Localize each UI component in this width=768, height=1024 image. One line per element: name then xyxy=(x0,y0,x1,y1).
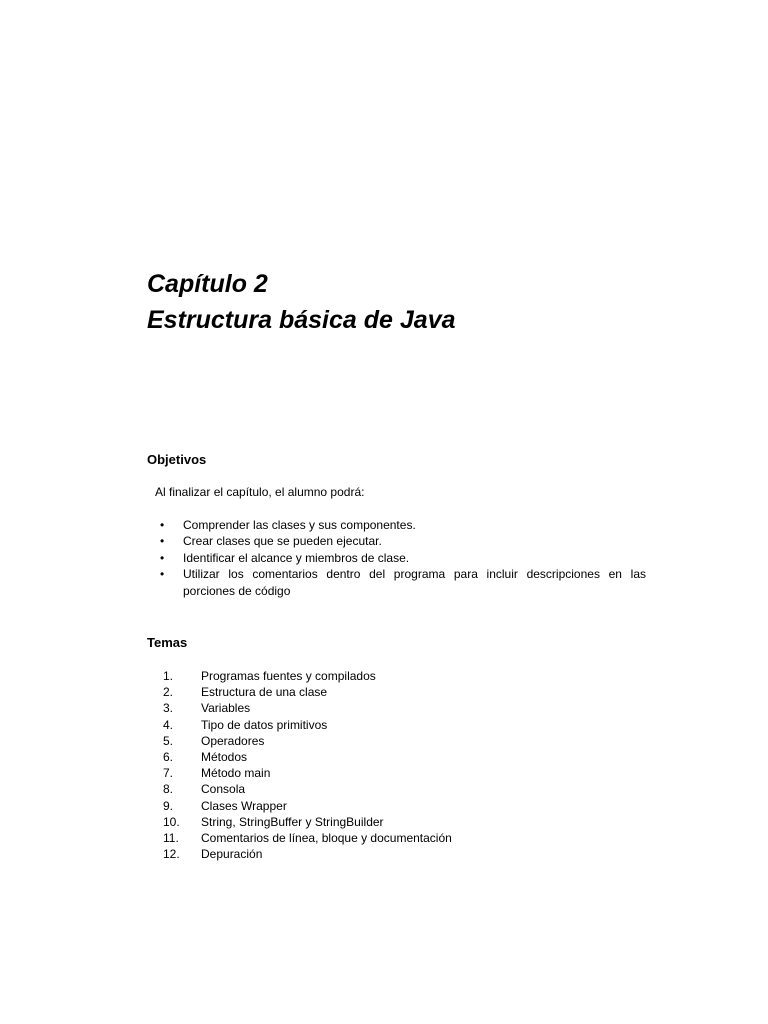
topic-number: 1. xyxy=(163,669,174,683)
topic-item xyxy=(163,846,452,862)
topic-number: 12. xyxy=(163,847,180,862)
bullet-icon: • xyxy=(160,550,165,565)
topic-number: 3. xyxy=(163,701,174,716)
topic-label: Operadores xyxy=(201,733,265,748)
chapter-heading xyxy=(147,266,456,338)
topic-number: 5. xyxy=(163,733,174,748)
topic-item xyxy=(163,733,452,749)
topic-item xyxy=(163,700,452,716)
topic-label: Consola xyxy=(201,782,246,797)
topic-number: 11. xyxy=(163,831,179,846)
bullet-icon: • xyxy=(160,518,165,532)
objective-item xyxy=(160,550,646,566)
topic-item xyxy=(163,684,452,700)
topic-number: 7. xyxy=(163,766,174,781)
topic-number: 2. xyxy=(163,685,174,700)
topic-number: 9. xyxy=(163,798,174,813)
topic-label: Tipo de datos primitivos xyxy=(201,717,328,732)
topic-label: Estructura de una clase xyxy=(201,685,328,700)
topic-label: Depuración xyxy=(201,847,263,862)
topic-label: String, StringBuffer y StringBuilder xyxy=(201,814,384,829)
objective-item xyxy=(160,533,646,549)
objective-text: Identificar el alcance y miembros de clase. xyxy=(183,550,410,565)
topic-label: Comentarios de línea, bloque y documentación xyxy=(201,831,452,846)
objectives-heading: Objetivos xyxy=(147,452,207,467)
topic-label: Clases Wrapper xyxy=(201,798,287,813)
topic-item xyxy=(163,765,452,781)
objective-text: Crear clases que se pueden ejecutar. xyxy=(183,534,382,549)
objective-text: Utilizar los comentarios dentro del programa para incluir descripciones en las porciones de código xyxy=(183,567,646,598)
topic-item xyxy=(163,749,452,765)
chapter-number: Capítulo 2 xyxy=(147,270,268,298)
objective-item xyxy=(160,517,646,533)
topic-item xyxy=(163,717,452,733)
topic-item xyxy=(163,668,452,684)
bullet-icon: • xyxy=(160,567,165,582)
objective-item xyxy=(160,566,646,599)
topic-label: Programas fuentes y compilados xyxy=(201,669,376,683)
bullet-icon: • xyxy=(160,534,165,549)
objectives-list xyxy=(160,517,646,599)
objectives-intro: Al finalizar el capítulo, el alumno podrá: xyxy=(155,485,365,499)
objective-text: Comprender las clases y sus componentes. xyxy=(183,518,416,532)
topic-item xyxy=(163,830,452,846)
chapter-title: Estructura básica de Java xyxy=(147,306,456,334)
topic-number: 10. xyxy=(163,814,180,829)
topic-label: Variables xyxy=(201,701,251,716)
topic-item xyxy=(163,781,452,797)
topic-label: Método main xyxy=(201,766,271,781)
topic-number: 6. xyxy=(163,750,174,765)
topics-heading: Temas xyxy=(147,635,188,650)
topic-number: 4. xyxy=(163,717,174,732)
topic-number: 8. xyxy=(163,782,174,797)
topics-list xyxy=(163,668,452,862)
topic-label: Métodos xyxy=(201,750,248,765)
topic-item xyxy=(163,798,452,814)
topic-item xyxy=(163,814,452,830)
